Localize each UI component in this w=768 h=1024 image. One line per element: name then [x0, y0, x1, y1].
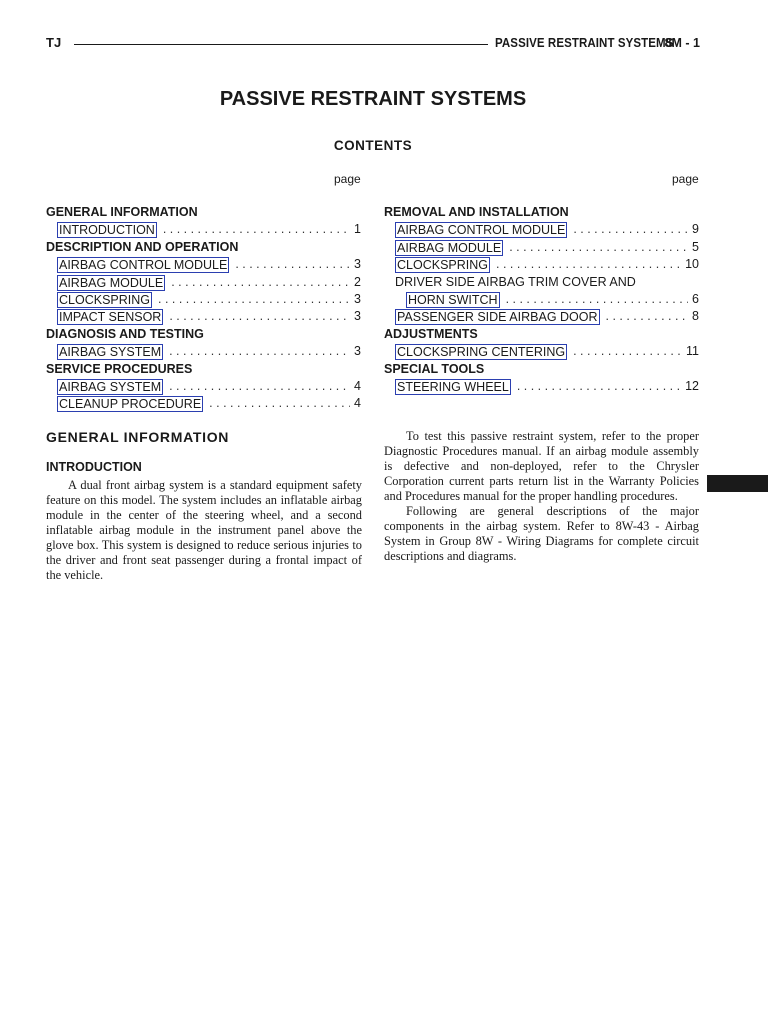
toc-page-number: 8 [692, 309, 699, 324]
toc-entry [46, 274, 361, 291]
toc-page-number: 12 [685, 378, 699, 393]
toc-entry-continued [384, 274, 699, 291]
running-header [46, 35, 700, 55]
toc-page-number: 3 [354, 291, 361, 306]
section-heading: GENERAL INFORMATION [46, 429, 230, 445]
toc-leader-dots [600, 308, 689, 325]
contents-heading: CONTENTS [333, 138, 413, 153]
toc-page-number: 11 [686, 344, 699, 359]
toc-leader-dots [511, 378, 681, 395]
toc-entry-link[interactable]: CLEANUP PROCEDURE [59, 397, 202, 412]
toc-entry-link[interactable]: CLOCKSPRING CENTERING [397, 345, 566, 360]
toc-leader-dots [163, 308, 350, 325]
toc-leader-dots [229, 256, 350, 273]
toc-page-number: 10 [685, 257, 699, 272]
toc-entry [384, 378, 699, 395]
toc-entry-link[interactable]: HORN SWITCH [408, 292, 498, 307]
toc-entry-link[interactable]: CLOCKSPRING [397, 258, 488, 273]
toc-entry-link[interactable]: AIRBAG SYSTEM [59, 379, 162, 394]
test-paragraph: To test this passive restraint system, refer to the proper Diagnostic Procedures manual. If an airbag module assembly is defective and non-deployed, refer to the Chrysler Corporation current parts return list in the Warranty Policies and Procedures manual for the proper handling procedures. [384, 429, 699, 503]
toc-entry [46, 291, 361, 308]
toc-leader-dots [503, 239, 688, 256]
toc-leader-dots [163, 378, 350, 395]
toc-entry-link[interactable]: AIRBAG MODULE [59, 275, 164, 290]
toc-page-number: 1 [354, 222, 361, 237]
toc-entry [46, 256, 361, 273]
header-model: TJ [46, 35, 62, 50]
section-tab-marker [707, 475, 768, 492]
toc-entry-link[interactable]: AIRBAG CONTROL MODULE [59, 258, 228, 273]
toc-entry-label: DRIVER SIDE AIRBAG TRIM COVER AND [395, 274, 636, 289]
components-paragraph: Following are general descriptions of the major components in the airbag system. Refer to 8W-43 - Airbag System in Group 8W - Wiring Diagrams for complete circuit descriptions and diagrams. [384, 504, 699, 563]
toc-leader-dots [152, 291, 350, 308]
header-rule [74, 44, 488, 45]
toc-leader-dots [163, 343, 350, 360]
subsection-heading: INTRODUCTION [46, 460, 142, 474]
header-page-number: 8M - 1 [664, 36, 700, 50]
toc-entry [46, 378, 361, 395]
toc-entry [46, 343, 361, 360]
header-title: PASSIVE RESTRAINT SYSTEMS [495, 36, 674, 50]
toc-leader-dots [157, 221, 350, 238]
toc-section-heading: GENERAL INFORMATION [46, 205, 198, 219]
toc-entry-link[interactable]: AIRBAG CONTROL MODULE [397, 223, 566, 238]
toc-entry-link[interactable]: CLOCKSPRING [59, 292, 150, 307]
toc-entry-link[interactable]: AIRBAG MODULE [397, 240, 502, 255]
toc-page-number: 6 [692, 291, 699, 306]
toc-entry [384, 308, 699, 325]
page-column-label-left: page [334, 172, 361, 186]
page-column-label-right: page [672, 172, 699, 186]
toc-entry [384, 343, 699, 360]
toc-leader-dots [203, 395, 350, 412]
toc-page-number: 3 [354, 344, 361, 359]
toc-right-column [384, 204, 699, 395]
toc-leader-dots [500, 291, 688, 308]
toc-leader-dots [165, 274, 350, 291]
toc-page-number: 3 [354, 309, 361, 324]
toc-leader-dots [490, 256, 681, 273]
toc-page-number: 4 [354, 378, 361, 393]
toc-section-heading: ADJUSTMENTS [384, 326, 478, 341]
toc-page-number: 2 [354, 274, 361, 289]
toc-section-heading: SERVICE PROCEDURES [46, 361, 193, 376]
toc-entry-link[interactable]: PASSENGER SIDE AIRBAG DOOR [397, 310, 598, 325]
toc-entry-link[interactable]: IMPACT SENSOR [59, 310, 162, 325]
toc-leader-dots [567, 221, 688, 238]
toc-page-number: 4 [354, 396, 361, 411]
toc-section-heading: DESCRIPTION AND OPERATION [46, 239, 239, 254]
toc-entry-link[interactable]: STEERING WHEEL [397, 379, 509, 394]
toc-section-heading: DIAGNOSIS AND TESTING [46, 326, 204, 341]
intro-paragraph: A dual front airbag system is a standard equipment safety feature on this model. The system includes an inflatable airbag module in the center of the steering wheel, and a second inflatable airbag module in the instrument panel above the glove box. This system is designed to reduce serious injuries to the driver and front seat passenger during a frontal impact of the vehicle. [46, 478, 362, 582]
toc-entry [384, 239, 699, 256]
toc-entry [46, 395, 361, 412]
body-right-column [384, 429, 699, 564]
toc-page-number: 9 [692, 222, 699, 237]
toc-leader-dots [567, 343, 682, 360]
toc-section-heading: SPECIAL TOOLS [384, 361, 485, 376]
toc-left-column [46, 204, 361, 413]
toc-section-heading: REMOVAL AND INSTALLATION [384, 205, 569, 219]
intro-paragraph-column [46, 478, 362, 583]
toc-entry [384, 291, 699, 308]
toc-entry [384, 221, 699, 238]
toc-entry [384, 256, 699, 273]
toc-entry-link[interactable]: INTRODUCTION [59, 223, 155, 238]
toc-page-number: 3 [354, 257, 361, 272]
toc-entry-link[interactable]: AIRBAG SYSTEM [59, 345, 162, 360]
page-title: PASSIVE RESTRAINT SYSTEMS [219, 88, 527, 110]
toc-entry [46, 308, 361, 325]
toc-page-number: 5 [692, 239, 699, 254]
toc-entry [46, 221, 361, 238]
